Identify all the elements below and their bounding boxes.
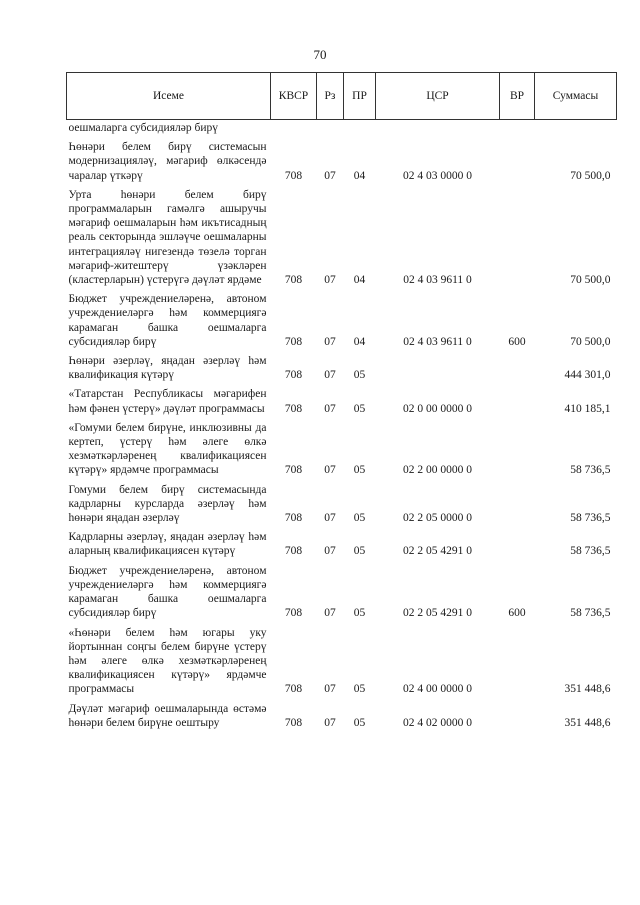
cell-rz: 07: [324, 464, 336, 477]
table-row: [67, 287, 617, 349]
header-csr: ЦСР: [376, 73, 500, 120]
cell-name: Бюджет учреждениеләренә, автоном учреждениеләргә һәм коммерциягә карамаган башка оешмаларга субсидияләр бирү: [68, 293, 267, 348]
cell-sum: 58 736,5: [570, 545, 611, 558]
table-row: [67, 120, 617, 136]
cell-name: Бюджет учреждениеләренә, автоном учреждениеләргә һәм коммерциягә карамаган башка оешмаларга субсидияләр бирү: [68, 564, 267, 620]
cell-rz: 07: [324, 512, 336, 525]
cell-name: Һөнәри әзерләү, яңадан әзерләү һәм квалификация күтәрү: [68, 355, 267, 382]
cell-name: Кадрларны әзерләү, яңадан әзерләү һәм аларның квалификациясен күтәрү: [68, 531, 267, 558]
table-row: [67, 621, 617, 697]
cell-name: Һөнәри белем бирү системасын модернизацияләү, мәгариф өлкәсендә чаралар үткәрү: [68, 141, 267, 182]
cell-csr: 02 4 03 9611 0: [403, 274, 472, 287]
table-body: [67, 120, 617, 730]
cell-csr: 02 4 03 0000 0: [403, 169, 472, 182]
cell-pr: 05: [353, 607, 366, 620]
cell-csr: 02 4 03 9611 0: [403, 335, 472, 348]
cell-sum: 58 736,5: [570, 512, 611, 525]
cell-vr: 600: [508, 335, 526, 348]
cell-kvsr: 708: [284, 369, 303, 382]
table-row: [67, 697, 617, 730]
cell-kvsr: 708: [284, 335, 303, 348]
cell-kvsr: 708: [284, 274, 303, 287]
budget-table: [66, 72, 617, 730]
cell-rz: 07: [324, 607, 336, 620]
cell-kvsr: 708: [284, 169, 303, 182]
cell-csr: 02 2 05 0000 0: [403, 512, 472, 525]
table-row: [67, 349, 617, 382]
cell-sum: 58 736,5: [570, 464, 611, 477]
cell-pr: 04: [353, 169, 366, 182]
cell-vr: [500, 183, 535, 287]
cell-kvsr: 708: [284, 512, 303, 525]
cell-pr: 04: [353, 335, 366, 348]
cell-name: «Һөнәри белем һәм югары уку йортыннан соңгы белем бирүне үстерү һәм әлеге өлкә хезмәткәрләренең квалификациясен күтәрү» ярдәмче программасы: [68, 626, 267, 696]
header-row: [67, 73, 617, 120]
cell-rz: 07: [324, 274, 336, 287]
cell-sum: 58 736,5: [570, 607, 611, 620]
cell-rz: 07: [324, 335, 336, 348]
cell-name: оешмаларга субсидияләр бирү: [68, 122, 218, 134]
cell-kvsr: 708: [284, 402, 303, 415]
cell-pr: 05: [353, 464, 366, 477]
cell-rz: 07: [324, 169, 336, 182]
cell-pr: 05: [353, 402, 366, 415]
budget-table-wrapper: [66, 72, 616, 730]
cell-rz: 07: [324, 369, 336, 382]
cell-pr: 05: [353, 512, 366, 525]
cell-rz: 07: [324, 716, 336, 729]
table-row: [67, 416, 617, 478]
cell-csr: 02 2 05 4291 0: [403, 545, 472, 558]
header-kvsr: КВСР: [271, 73, 317, 120]
cell-pr: 05: [353, 683, 366, 696]
cell-sum: 351 448,6: [564, 683, 611, 696]
cell-vr: [500, 525, 535, 558]
cell-csr: 02 2 00 0000 0: [403, 464, 472, 477]
cell-rz: 07: [324, 545, 336, 558]
page-number: 70: [313, 47, 327, 62]
cell-vr: [500, 349, 535, 382]
cell-kvsr: 708: [284, 545, 303, 558]
cell-kvsr: 708: [284, 716, 303, 729]
cell-kvsr: 708: [284, 464, 303, 477]
table-row: [67, 559, 617, 621]
cell-rz: 07: [324, 402, 336, 415]
cell-kvsr: 708: [284, 607, 303, 620]
cell-name: «Гомуми белем бирүне, инклюзивны да кертеп, үстерү һәм әлеге өлкә хезмәткәрләренең квалификациясен күтәрү» ярдәмче программасы: [68, 421, 267, 477]
cell-vr: [500, 416, 535, 478]
cell-name: «Татарстан Республикасы мәгарифен һәм фәнен үстерү» дәүләт программасы: [68, 388, 267, 415]
cell-vr: [500, 120, 535, 136]
cell-vr: [500, 382, 535, 415]
cell-vr: 600: [508, 607, 526, 620]
cell-vr: [500, 697, 535, 730]
cell-sum: 444 301,0: [564, 369, 611, 382]
header-vr: ВР: [500, 73, 535, 120]
cell-csr: 02 0 00 0000 0: [403, 402, 472, 415]
cell-pr: 05: [353, 716, 366, 729]
table-header: [67, 73, 617, 120]
cell-csr: 02 4 00 0000 0: [403, 683, 472, 696]
cell-csr: 02 4 02 0000 0: [403, 716, 472, 729]
table-row: [67, 183, 617, 287]
header-name: Исеме: [67, 73, 271, 120]
cell-sum: 70 500,0: [570, 169, 611, 182]
cell-vr: [500, 478, 535, 526]
header-rz: Рз: [317, 73, 344, 120]
cell-csr: [376, 120, 500, 136]
cell-name: Гомуми белем бирү системасында кадрларны курсларда әзерләү һәм һөнәри яңадан әзерләү: [68, 483, 267, 525]
cell-rz: [317, 120, 344, 136]
cell-name: Урта һөнәри белем бирү программаларын гамәлгә ашыручы мәгариф оешмаларын һәм икътисадның реаль секторында эшләүче оешмаларны интеграцияләү нигезендә төзелә торган мәгариф-житештерү үзәкләрен (кластерларын) үстерүгә дәүләт ярдәме: [68, 188, 267, 287]
table-row: [67, 478, 617, 526]
cell-vr: [500, 621, 535, 697]
cell-kvsr: 708: [284, 683, 303, 696]
header-pr: ПР: [344, 73, 376, 120]
cell-csr: 02 2 05 4291 0: [403, 607, 472, 620]
table-row: [67, 382, 617, 415]
cell-sum: 410 185,1: [564, 402, 611, 415]
cell-sum: 70 500,0: [570, 335, 611, 348]
cell-pr: 05: [353, 545, 366, 558]
cell-sum: 351 448,6: [564, 716, 611, 729]
cell-pr: 05: [353, 369, 366, 382]
cell-csr: [376, 349, 500, 382]
cell-sum: 70 500,0: [570, 274, 611, 287]
cell-rz: 07: [324, 683, 336, 696]
cell-pr: [344, 120, 376, 136]
cell-kvsr: [271, 120, 317, 136]
header-sum: Суммасы: [535, 73, 617, 120]
cell-sum: [535, 120, 617, 136]
table-row: [67, 525, 617, 558]
cell-pr: 04: [353, 274, 366, 287]
table-row: [67, 135, 617, 183]
cell-name: Дәүләт мәгариф оешмаларында өстәмә һөнәри белем бирүне оештыру: [68, 702, 267, 729]
cell-vr: [500, 135, 535, 183]
